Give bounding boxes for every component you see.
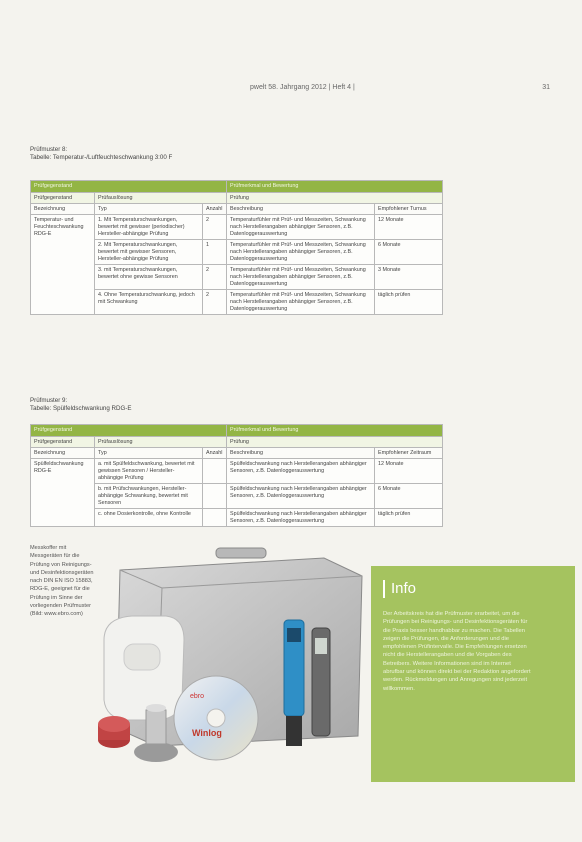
table1-col-pruefauslosung: Prüfauslösung [95, 193, 227, 204]
table1-col-pruefung: Prüfung [227, 193, 443, 204]
table1-group-left: Prüfgegenstand [31, 181, 227, 193]
header-journal: pwelt 58. Jahrgang 2012 | Heft 4 | [250, 84, 355, 91]
table-row: c. ohne Dosierkontrolle, ohne Kontrolle Spülfeldschwankung nach Herstellerangaben abhängiger Sensoren, z.B. Datenloggerauswertung täglich prüfen [31, 509, 443, 527]
info-title: Info [383, 580, 416, 598]
probe-thermometer [312, 628, 330, 736]
table2-col-pruefauslosung: Prüfauslösung [95, 437, 227, 448]
table2-group-right: Prüfmerkmal und Bewertung [227, 425, 443, 437]
table-row: b. mit Prüfschwankungen, Hersteller-abhängige Schwankung, bewertet mit Sensoren Spülfeldschwankung nach Herstellerangaben abhängiger Sensoren, z.B. Datenloggerauswertung 6 Monate [31, 484, 443, 509]
running-header [250, 84, 550, 91]
table2-col-anzahl: Anzahl [203, 448, 227, 459]
table2-item: Spülfeldschwankung RDG-E [31, 459, 95, 527]
product-photo [96, 540, 364, 770]
table1-col-prufgegenstand: Prüfgegenstand [31, 193, 95, 204]
table-row: Spülfeldschwankung RDG-E a. mit Spülfeldschwankung, bewertet mit gewissen Sensoren / Hersteller-abhängige Prüfung Spülfeldschwankung nach Herstellerangaben abhängiger Sensoren, z.B. Datenloggerauswertung 12 Monate [31, 459, 443, 484]
info-box [371, 566, 575, 782]
info-body: Der Arbeitskreis hat die Prüfmuster erarbeitet, um die Prüfungen bei Reinigungs- und Desinfektionsgeräten für die Praxis besser handhabbar zu machen. Die Tabellen zeigen die Prüfungen, die Anforderungen und die empfohlenen Prüfintervalle. Die Empfehlungen ersetzen nicht die Herstellerangaben und die Vorgaben des Betreibers. Weitere Informationen sind im Internet abrufbar und können direkt bei der Redaktion angefordert werden. Rückmeldungen und Anregungen sind jederzeit willkommen. [383, 611, 531, 692]
table1-col-frist: Empfohlener Turnus [375, 204, 443, 215]
cd-sublabel: ebro [190, 693, 205, 700]
table-row: 4. Ohne Temperaturschwankung, jedoch mit Schwankung 2 Temperaturfühler mit Prüf- und Messzeiten, Schwankung nach Herstellerangaben abhängiger Sensoren, z.B. Datenloggerauswertung täglich prüfen [31, 290, 443, 315]
table2-col-typ: Typ [95, 448, 203, 459]
table-row: 3. mit Temperaturschwankungen, bewertet ohne gewisse Sensoren 2 Temperaturfühler mit Prüf- und Messzeiten, Schwankung nach Herstellerangaben abhängiger Sensoren, z.B. Datenloggerauswertung 3 Monate [31, 265, 443, 290]
software-cd [174, 676, 258, 760]
table2-col-frist: Empfohlener Zeitraum [375, 448, 443, 459]
table2-col-pruefung: Prüfung [227, 437, 443, 448]
blue-meter [284, 620, 304, 746]
table2-col-prufgegenstand: Prüfgegenstand [31, 437, 95, 448]
table2-group-left: Prüfgegenstand [31, 425, 227, 437]
table1-col-typ: Typ [95, 204, 203, 215]
table-row: 2. Mit Temperaturschwankungen, bewertet mit gewisser Sensoren, Hersteller-abhängige Prüfung 1 Temperaturfühler mit Prüf- und Messzeiten, Schwankung nach Herstellerangaben abhängiger Sensoren, z.B. Datenloggerauswertung 6 Monate [31, 240, 443, 265]
table2-label: Prüfmuster 9: Tabelle: Spülfeldschwankung RDG-E [30, 397, 132, 412]
table2 [30, 424, 443, 527]
table1 [30, 180, 443, 315]
photo-caption: Messkoffer mit Messgeräten für die Prüfung von Reinigungs- und Desinfektionsgeräten nach DIN EN ISO 15883, RDG-E, geeignet für die Prüfung im Sinne der vorliegenden Prüfmuster (Bild: www.ebro.com) [30, 545, 94, 618]
table1-group-right: Prüfmerkmal und Bewertung [227, 181, 443, 193]
table1-col-beschreibung: Beschreibung [227, 204, 375, 215]
table1-col-anzahl: Anzahl [203, 204, 227, 215]
red-sensor [98, 716, 130, 748]
table1-item: Temperatur- und Feuchteschwankung RDG-E [31, 215, 95, 315]
table1-label: Prüfmuster 8: Tabelle: Temperatur-/Luftfeuchteschwankung 3:00 F [30, 146, 173, 161]
cd-label: Winlog [192, 728, 222, 738]
table1-col-bez: Bezeichnung [31, 204, 95, 215]
table2-col-beschreibung: Beschreibung [227, 448, 375, 459]
page-number: 31 [542, 84, 550, 91]
datalogger-device [104, 616, 184, 720]
table2-col-bez: Bezeichnung [31, 448, 95, 459]
table-row: Temperatur- und Feuchteschwankung RDG-E 1. Mit Temperaturschwankungen, bewertet mit gewisser (periodischer) Hersteller-abhängige Prüfung 2 Temperaturfühler mit Prüf- und Messzeiten, Schwankung nach Herstellerangaben abhängiger Sensoren, z.B. Datenloggerauswertung 12 Monate [31, 215, 443, 240]
